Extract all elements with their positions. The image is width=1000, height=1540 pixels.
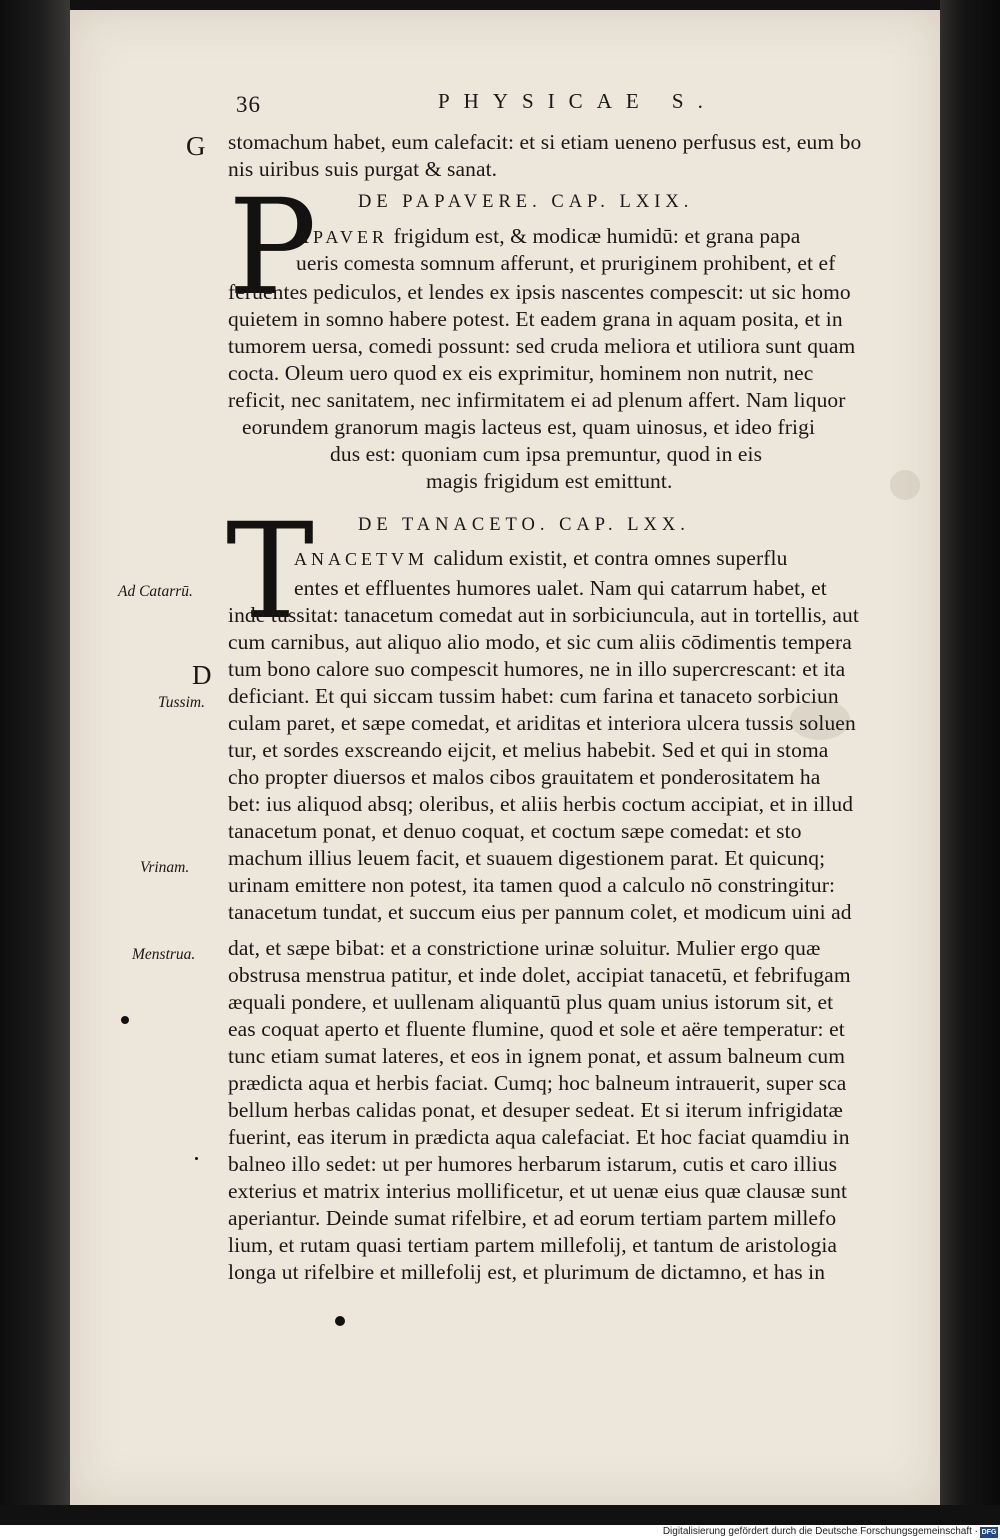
text-line: stomachum habet, eum calefacit: et si etiam ueneno perfusus est, eum bo xyxy=(228,130,862,154)
footer-credit: Digitalisierung gefördert durch die Deutsche Forschungsgemeinschaft · xyxy=(662,1526,978,1537)
text-line: reficit, nec sanitatem, nec infirmitatem ei ad plenum affert. Nam liquor xyxy=(228,388,846,412)
text-line: tumorem uersa, comedi possunt: sed cruda meliora et utiliora sunt quam xyxy=(228,334,856,358)
margin-note-catarrh: Ad Catarrū. xyxy=(118,583,193,600)
text-line: urinam emittere non potest, ita tamen quod a calculo nō constringitur: xyxy=(228,873,836,897)
text-line: exterius et matrix interius mollificetur, et ut uenæ eius quæ clausæ sunt xyxy=(228,1179,848,1203)
text-line: tur, et sordes exscreando eijcit, et melius habebit. Sed et qui in stoma xyxy=(228,738,829,762)
scan-frame-bottom xyxy=(0,1505,1000,1525)
text-line xyxy=(296,223,800,251)
text-line: lium, et rutam quasi tertiam partem millefolij, et tantum de aristologia xyxy=(228,1233,838,1257)
text-line: obstrusa menstrua patitur, et inde dolet, accipiat tanacetū, et febrifugam xyxy=(228,963,851,987)
page-number: 36 xyxy=(236,92,261,117)
text-line: nis uiribus suis purgat & sanat. xyxy=(228,157,498,181)
text-line: ueris comesta somnum afferunt, et pruriginem prohibent, et ef xyxy=(296,251,836,275)
text-line: prædicta aqua et herbis faciat. Cumq; hoc balneum intrauerit, super sca xyxy=(228,1071,847,1095)
text-line xyxy=(294,545,787,573)
text-line: tanacetum ponat, et denuo coquat, et coctum sæpe comedat: et sto xyxy=(228,819,802,843)
text-line: culam paret, et sæpe comedat, et ariditas et interiora ulcera tussis soluen xyxy=(228,711,856,735)
ink-speck xyxy=(195,1157,198,1160)
text-line: feruentes pediculos, et lendes ex ipsis nascentes compescit: ut sic homo xyxy=(228,280,851,304)
text-line: fuerint, eas iterum in prædicta aqua calefaciat. Et hoc faciat quamdiu in xyxy=(228,1125,850,1149)
chapter-first-word: APAVER xyxy=(296,227,389,247)
chapter-first-word: ANACETVM xyxy=(294,549,428,569)
text-line: inde tussitat: tanacetum comedat aut in sorbiciuncula, aut in tortellis, aut xyxy=(228,603,859,627)
text-line: tunc etiam sumat lateres, et eos in ignem ponat, et assum balneum cum xyxy=(228,1044,846,1068)
drop-cap-t: T xyxy=(226,495,315,649)
text-line: quietem in somno habere potest. Et eadem grana in aquam posita, et in xyxy=(228,307,843,331)
text-line: machum illius leuem facit, et suauem digestionem parat. Et quicunq; xyxy=(228,846,826,870)
text-line: dus est: quoniam cum ipsa premuntur, quod in eis xyxy=(330,442,763,466)
text-line: cocta. Oleum uero quod ex eis exprimitur, hominem non nutrit, nec xyxy=(228,361,814,385)
text-line: balneo illo sedet: ut per humores herbarum istarum, cutis et caro illius xyxy=(228,1152,838,1176)
margin-note-urine: Vrinam. xyxy=(140,859,190,876)
ink-speck xyxy=(121,1016,129,1024)
margin-letter-d: D xyxy=(192,660,212,690)
text-line: deficiant. Et qui siccam tussim habet: cum farina et tanaceto sorbiciun xyxy=(228,684,839,708)
scan-frame-left xyxy=(0,0,70,1525)
text-line: bellum herbas calidas ponat, et desuper sedeat. Et si iterum infrigidatæ xyxy=(228,1098,843,1122)
margin-letter-g: G xyxy=(186,131,206,161)
ink-speck xyxy=(335,1316,345,1326)
text-line: cho propter diuersos et malos cibos grauitatem et ponderositatem ha xyxy=(228,765,821,789)
dfg-logo-icon: DFG xyxy=(981,1529,997,1536)
text-line-rest: frigidum est, & modicæ humidū: et grana papa xyxy=(388,224,801,248)
text-line: dat, et sæpe bibat: et a constrictione urinæ soluitur. Mulier ergo quæ xyxy=(228,936,821,960)
text-line: cum carnibus, aut aliquo alio modo, et sic cum aliis cōdimentis tempera xyxy=(228,630,852,654)
margin-note-menses: Menstrua. xyxy=(132,946,196,963)
text-line: entes et effluentes humores ualet. Nam qui catarrum habet, et xyxy=(294,576,827,600)
running-head: PHYSICAE S. xyxy=(438,89,717,113)
text-line: bet: ius aliquod absq; oleribus, et aliis herbis coctum accipiat, et in illud xyxy=(228,792,854,816)
text-line: aperiantur. Deinde sumat rifelbire, et ad eorum tertiam partem millefo xyxy=(228,1206,837,1230)
text-line: eas coquat aperto et fluente flumine, quod et sole et aëre temperatur: et xyxy=(228,1017,845,1041)
scan-frame-right xyxy=(940,0,1000,1525)
page-stain xyxy=(890,470,920,500)
text-line: magis frigidum est emittunt. xyxy=(426,469,673,493)
text-line: tum bono calore suo compescit humores, ne in illo supercrescant: et ita xyxy=(228,657,846,681)
text-line: tanacetum tundat, et succum eius per pannum colet, et modicum uini ad xyxy=(228,900,852,924)
chapter-heading-69: DE PAPAVERE. CAP. LXIX. xyxy=(358,192,694,212)
text-line-rest: calidum existit, et contra omnes superflu xyxy=(428,546,788,570)
text-line: æquali pondere, et uullenam aliquantū plus quam unius istorum sit, et xyxy=(228,990,834,1014)
text-line: longa ut rifelbire et millefolij est, et plurimum de dictamno, et has in xyxy=(228,1260,826,1284)
margin-note-cough: Tussim. xyxy=(158,694,205,711)
text-line: eorundem granorum magis lacteus est, quam uinosus, et ideo frigi xyxy=(242,415,816,439)
chapter-heading-70: DE TANACETO. CAP. LXX. xyxy=(358,515,690,535)
drop-cap-p: P xyxy=(228,171,317,325)
